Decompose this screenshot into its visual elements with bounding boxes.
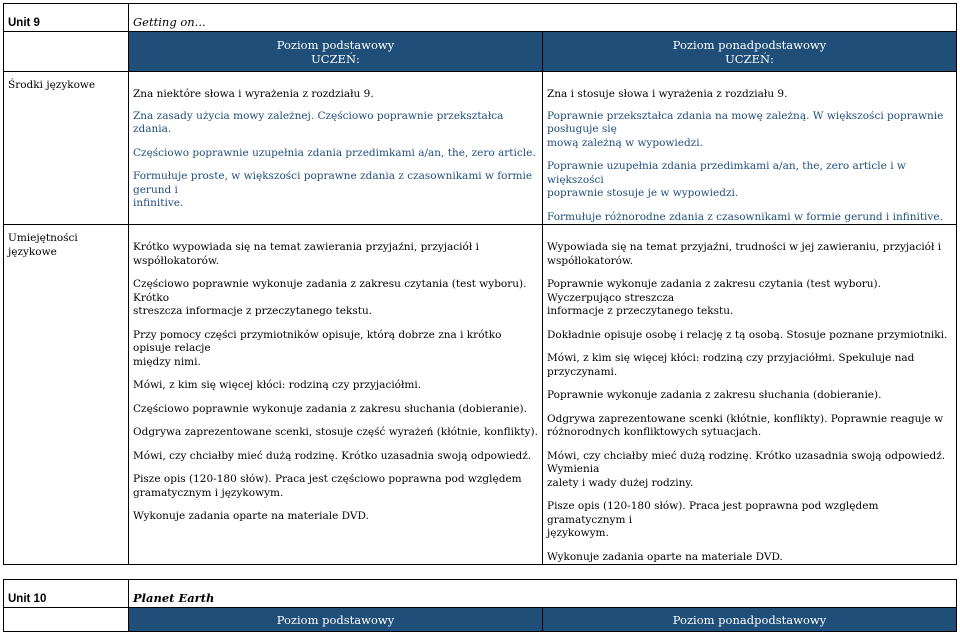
criterion-line: zalety i wady dużej rodziny. [547,476,694,489]
unit10-level-empty [4,608,129,632]
criterion-item [133,170,538,211]
unit9-level-advanced: Poziom ponadpodstawowy UCZEŃ: [543,32,957,72]
criterion-item [133,329,538,370]
criterion-line: Poprawnie przekształca zdania na mowę zależną. W większości poprawnie posługuje się [547,109,944,135]
criterion-line: Mówi, czy chciałby mieć dużą rodzinę. Krótko uzasadnia swoją odpowiedź. Wymienia [547,449,946,475]
criterion-item [133,241,538,268]
unit9-level-empty [4,32,129,72]
criterion-item [547,413,952,440]
criterion-line: Poprawnie wykonuje zadania z zakresu słuchania (dobieranie). [547,389,882,401]
criterion-line: Wykonuje zadania oparte na materiale DVD. [547,550,783,563]
unit10-title-cell [129,580,957,608]
criterion-line: Częściowo poprawnie wykonuje zadania z zakresu słuchania (dobieranie). [133,402,527,415]
criterion-item [547,88,952,102]
criterion-item [547,160,952,201]
criterion-line: streszcza informacje z przeczytanego tekstu. [133,305,373,317]
criterion-item [133,473,538,500]
criterion-line: Pisze opis (120-180 słów). Praca jest częściowo poprawna pod względem [133,473,522,485]
criterion-item [547,241,952,268]
criterion-item [133,403,538,417]
criterion-line: Formułuje różnorodne zdania z czasownikami w formie gerund i infinitive. [547,210,943,223]
unit10-title: Planet Earth [133,591,215,605]
criterion-item [547,278,952,319]
criterion-line: współlokatorów. [547,254,634,267]
criterion-item [547,211,952,225]
criterion-line: Zna niektóre słowa i wyrażenia z rozdziału 9. [133,88,374,100]
criterion-item [547,551,952,565]
criterion-item [547,389,952,403]
language-skills-advanced [543,225,957,565]
criterion-line: infinitive. [133,197,184,209]
language-skills-basic [129,225,543,565]
criterion-item [133,510,538,524]
criterion-line: Zna i stosuje słowa i wyrażenia z rozdziału 9. [547,88,788,100]
unit10-level-advanced: Poziom ponadpodstawowy [543,608,957,632]
criterion-item [133,110,538,137]
criterion-line: gramatycznym i językowym. [133,486,284,499]
category-language-skills: Umiejętności językowe [4,225,129,565]
criterion-line: Wypowiada się na temat przyjaźni, trudności w jej zawieraniu, przyjaciół i [547,241,942,253]
unit10-label: Unit 10 [4,580,129,608]
criterion-line: Odgrywa zaprezentowane scenki, stosuje część wyrażeń (kłótnie, konflikty). [133,426,538,438]
criterion-item [133,450,538,464]
unit10-level-basic: Poziom podstawowy [129,608,543,632]
criterion-line: Wykonuje zadania oparte na materiale DVD. [133,510,369,522]
criterion-item [133,147,538,161]
criterion-line: różnorodnych konfliktowych sytuacjach. [547,426,762,438]
criterion-item [547,352,952,379]
unit9-table [3,3,957,565]
criterion-line: Poprawnie wykonuje zadania z zakresu czytania (test wyboru). Wyczerpująco streszcza [547,278,881,304]
unit9-title-cell [129,4,957,32]
criterion-line: między nimi. [133,355,201,368]
criterion-line: mową zależną w wypowiedzi. [547,136,703,149]
criterion-line: Częściowo poprawnie uzupełnia zdania przedimkami a/an, the, zero article. [133,146,536,159]
unit10-table [3,579,957,632]
criterion-item [133,426,538,440]
criterion-line: Mówi, czy chciałby mieć dużą rodzinę. Krótko uzasadnia swoją odpowiedź. [133,449,532,462]
category-language-means: Środki językowe [4,72,129,225]
unit9-label: Unit 9 [4,4,129,32]
language-means-basic [129,72,543,225]
criterion-line: Mówi, z kim się więcej kłóci: rodziną czy przyjaciółmi. Spekuluje nad przyczynami. [547,352,915,378]
criterion-item [547,450,952,491]
criterion-item [133,278,538,319]
criterion-item [547,329,952,343]
criterion-line: Formułuje proste, w większości poprawne zdania z czasownikami w formie gerund i [133,170,533,196]
criterion-line: Dokładnie opisuje osobę i relację z tą osobą. Stosuje poznane przymiotniki. [547,328,948,341]
criterion-line: Częściowo poprawnie wykonuje zadania z zakresu czytania (test wyboru). Krótko [133,278,527,304]
unit9-level-basic: Poziom podstawowy UCZEŃ: [129,32,543,72]
language-means-advanced [543,72,957,225]
criterion-line: Krótko wypowiada się na temat zawierania przyjaźni, przyjaciół i współlokatorów. [133,241,479,267]
criterion-line: Zna zasady użycia mowy zależnej. Częściowo poprawnie przekształca zdania. [133,109,504,135]
criterion-line: Pisze opis (120-180 słów). Praca jest poprawna pod względem gramatycznym i [547,500,879,526]
criterion-line: poprawnie stosuje je w wypowiedzi. [547,187,739,199]
criterion-line: Odgrywa zaprezentowane scenki (kłótnie, konflikty). Poprawnie reaguje w [547,412,944,425]
criterion-item [133,379,538,393]
curriculum-document [3,3,956,632]
criterion-item [547,110,952,151]
criterion-item [547,500,952,541]
criterion-line: Poprawnie uzupełnia zdania przedimkami a/an, the, zero article i w większości [547,160,906,186]
unit9-title: Getting on... [133,15,206,29]
criterion-line: informacje z przeczytanego tekstu. [547,305,734,317]
criterion-line: językowym. [547,527,609,539]
criterion-item [133,88,538,102]
criterion-line: Mówi, z kim się więcej kłóci: rodziną czy przyjaciółmi. [133,379,422,391]
criterion-line: Przy pomocy części przymiotników opisuje, którą dobrze zna i krótko opisuje relacje [133,328,502,354]
